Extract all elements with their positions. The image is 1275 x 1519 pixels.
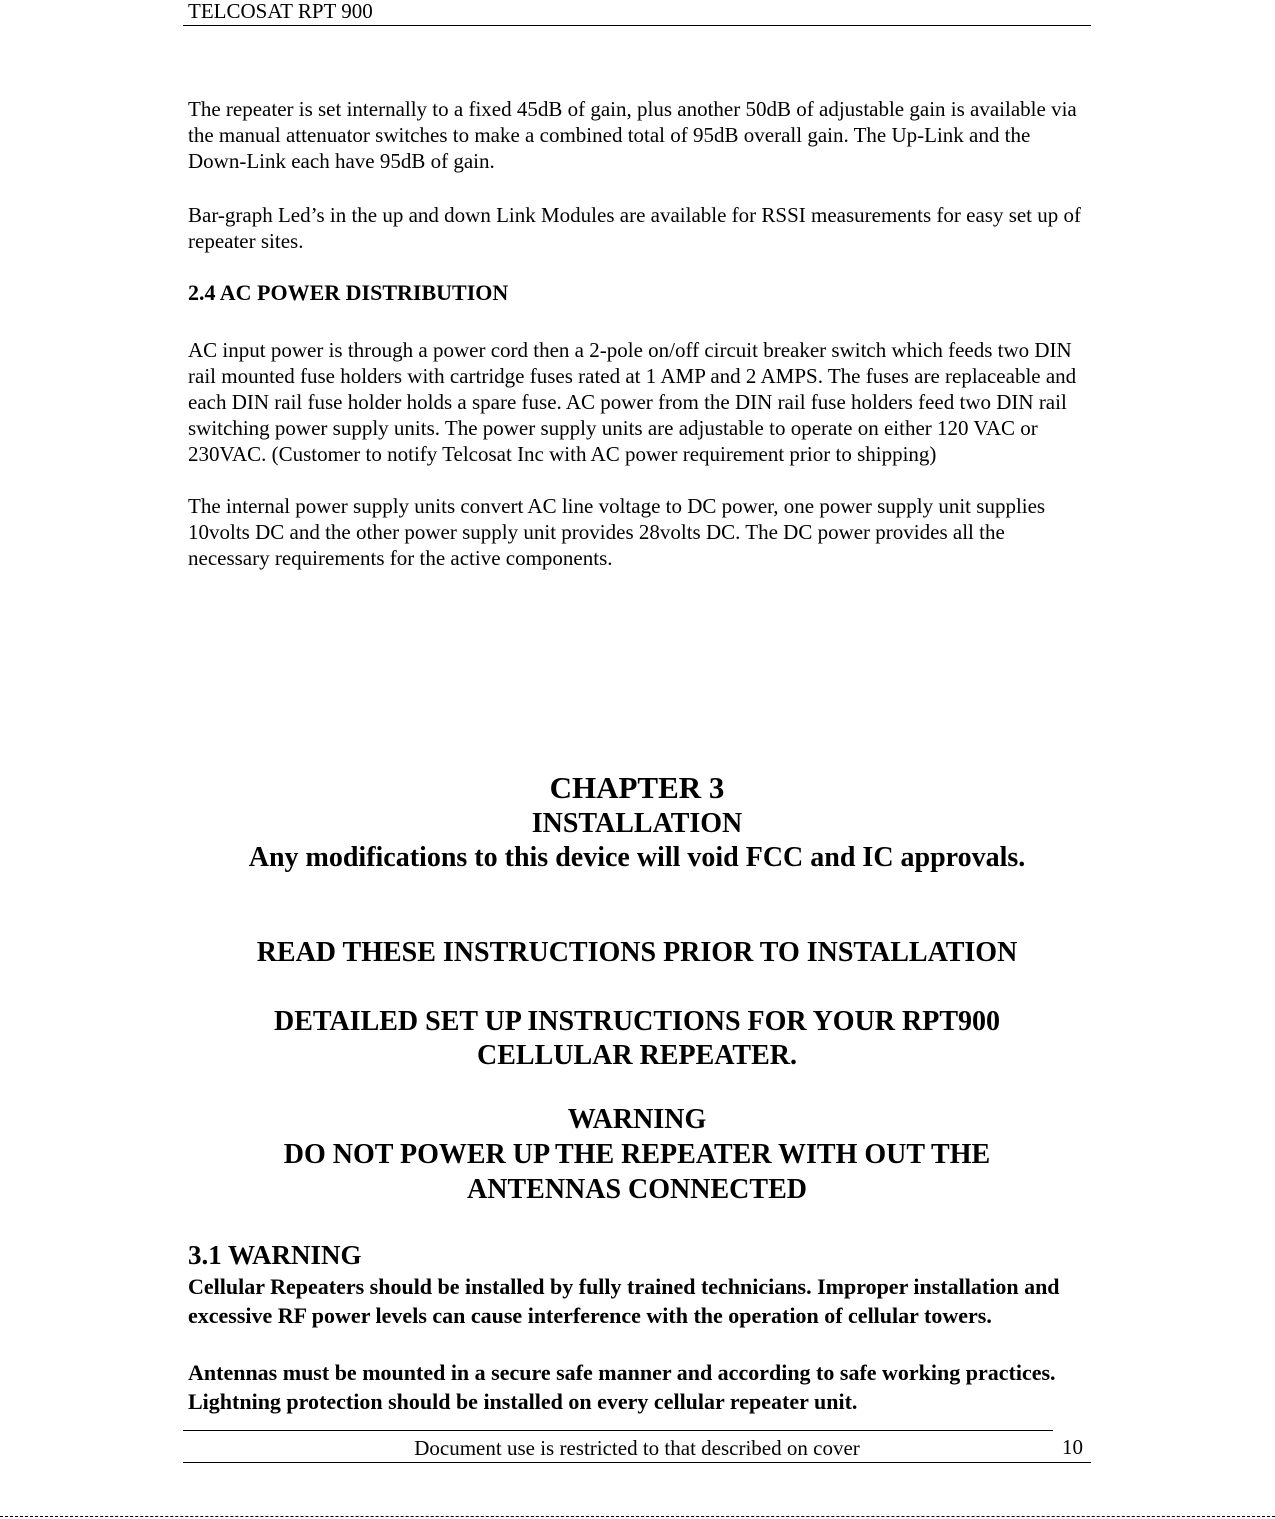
warning-line-2: ANTENNAS CONNECTED [467,1174,807,1205]
chapter-title: INSTALLATION [531,808,743,839]
intro-paragraph-bargraph: Bar-graph Led’s in the up and down Link Modules are available for RSSI measurements for easy set up of repeater sites. [188,203,1082,253]
page-edge-divider [0,1516,1275,1517]
footer-text: Document use is restricted to that described on cover [414,1436,860,1460]
chapter-number: CHAPTER 3 [549,770,725,805]
section-2-4-heading: 2.4 AC POWER DISTRIBUTION [188,280,509,305]
read-instructions-notice: READ THESE INSTRUCTIONS PRIOR TO INSTALLATION [256,937,1018,968]
fcc-notice: Any modifications to this device will void FCC and IC approvals. [248,842,1026,873]
warning-title: WARNING [567,1104,707,1135]
footer-top-rule [183,1430,1053,1431]
section-2-4-paragraph-ac-input: AC input power is through a power cord then a 2-pole on/off circuit breaker switch which feeds two DIN rail mounted fuse holders with cartridge fuses rated at 1 AMP and 2 AMPS. The fuses are replaceable and each DIN rail fuse holder holds a spare fuse. AC power from the DIN rail fuse holders feed two DIN rail switching power supply units. The power supply units are adjustable to operate on either 120 VAC or 230VAC. (Customer to notify Telcosat Inc with AC power requirement prior to shipping) [188,338,1077,466]
section-3-1-heading: 3.1 WARNING [188,1240,362,1270]
header-rule [183,25,1091,26]
page-number: 10 [1062,1435,1083,1459]
intro-paragraph-gain: The repeater is set internally to a fixed 45dB of gain, plus another 50dB of adjustable gain is available via the manual attenuator switches to make a combined total of 95dB overall gain. The Up-Link and the Down-Link each have 95dB of gain. [188,97,1077,173]
section-3-1-paragraph-technicians: Cellular Repeaters should be installed by fully trained technicians. Improper installation and excessive RF power levels can cause interference with the operation of cellular towers. [188,1274,1060,1328]
warning-line-1: DO NOT POWER UP THE REPEATER WITH OUT THE [283,1139,991,1170]
detailed-instructions-line-2: CELLULAR REPEATER. [477,1040,797,1071]
detailed-instructions-line-1: DETAILED SET UP INSTRUCTIONS FOR YOUR RPT900 [273,1006,1001,1037]
footer-bottom-rule [183,1462,1091,1463]
section-3-1-paragraph-antennas: Antennas must be mounted in a secure safe manner and according to safe working practices. Lightning protection should be installed on every cellular repeater unit. [188,1360,1056,1414]
header-title: TELCOSAT RPT 900 [188,0,373,23]
section-2-4-paragraph-dc-power: The internal power supply units convert AC line voltage to DC power, one power supply unit supplies 10volts DC and the other power supply unit provides 28volts DC. The DC power provides all the necessary requirements for the active components. [188,494,1046,570]
